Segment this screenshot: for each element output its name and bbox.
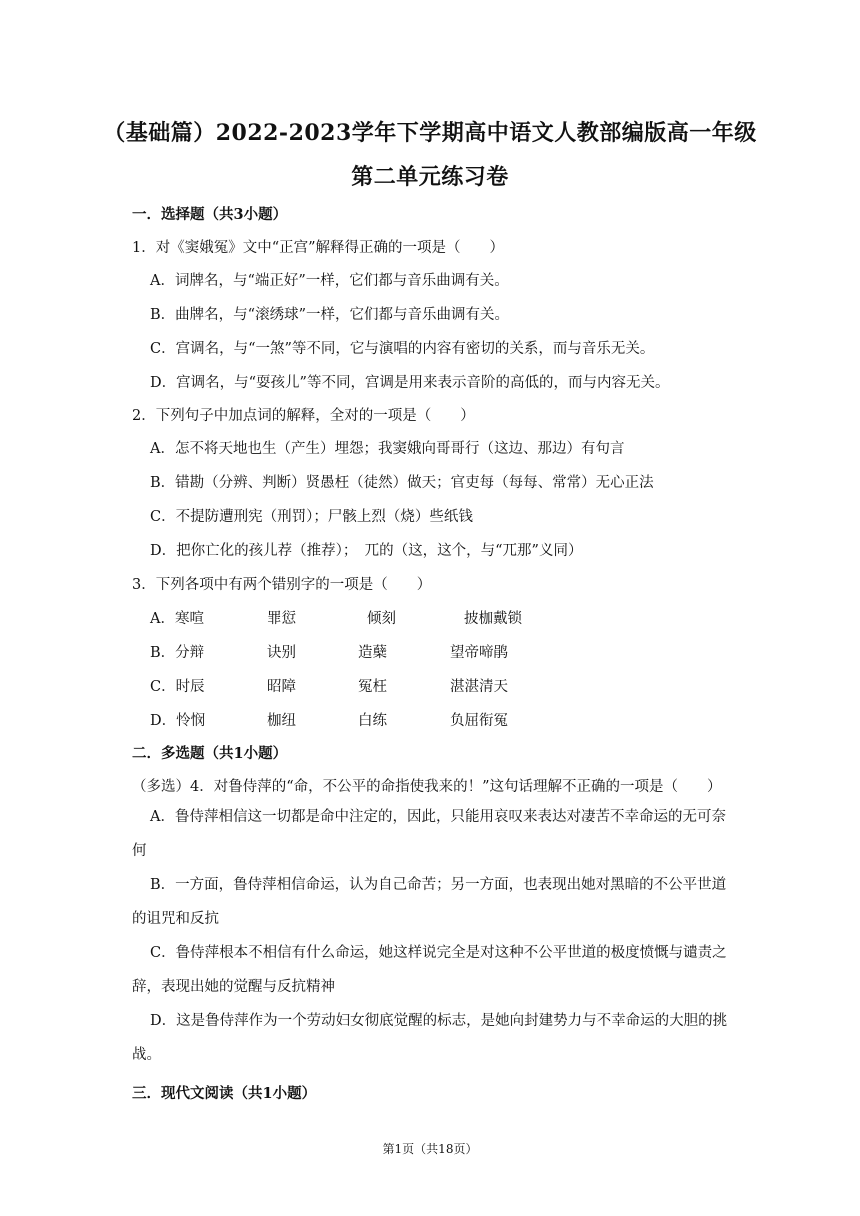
question-4-option-c: C．鲁侍萍根本不相信有什么命运，她这样说完全是对这种不公平世道的极度愤慨与谴责之辞，表现出她的觉醒与反抗精神 [132, 945, 727, 995]
question-1-option-c: C．宫调名，与“一煞”等不同，它与演唱的内容有密切的关系，而与音乐无关。 [150, 341, 655, 357]
question-3-cell: B．分辩 [150, 645, 205, 661]
question-4-option-d: D．这是鲁侍萍作为一个劳动妇女彻底觉醒的标志，是她向封建势力与不幸命运的大胆的挑战。 [132, 1013, 728, 1063]
question-2-option-d: D．把你亡化的孩儿荐（推荐）； 兀的（这，这个，与“兀那”义同） [150, 543, 583, 559]
question-3-cell: 负屈衔冤 [450, 713, 508, 729]
question-3-cell: 诀别 [267, 645, 296, 661]
question-1-stem: 1．对《窦娥冤》文中“正宫”解释得正确的一项是（ ） [132, 240, 505, 256]
question-3-cell: 冤枉 [358, 679, 387, 695]
question-3-cell: 倾刻 [367, 611, 396, 627]
question-3-cell: 披枷戴锁 [464, 611, 522, 627]
question-4-stem: （多选）4．对鲁侍萍的“命，不公平的命指使我来的！”这句话理解不正确的一项是（ ） [132, 779, 722, 795]
question-3-cell: 罪愆 [267, 611, 296, 627]
section-heading-multi-choice: 二．多选题（共1小题） [132, 745, 288, 762]
question-3-cell: 湛湛清天 [450, 679, 508, 695]
question-2-option-a: A．怎不将天地也生（产生）埋怨；我窦娥向哥哥行（这边、那边）有句言 [150, 441, 625, 457]
document-title-line1: （基础篇）2022-2023学年下学期高中语文人教部编版高一年级 [103, 120, 757, 146]
question-3-cell: 枷纽 [267, 713, 296, 729]
question-3-cell: 造蘖 [358, 645, 387, 661]
question-2-stem: 2．下列句子中加点词的解释，全对的一项是（ ） [132, 408, 475, 424]
section-heading-choice: 一．选择题（共3小题） [132, 206, 288, 223]
question-3-cell: D．怜悯 [150, 713, 206, 729]
question-1-option-b: B．曲牌名，与“滚绣球”一样，它们都与音乐曲调有关。 [150, 307, 509, 323]
section-heading-reading: 三．现代文阅读（共1小题） [132, 1085, 317, 1102]
question-1-option-d: D．宫调名，与“耍孩儿”等不同，宫调是用来表示音阶的高低的，而与内容无关。 [150, 375, 670, 391]
question-3-cell: C．时辰 [150, 679, 205, 695]
question-3-cell: 望帝啼鹃 [450, 645, 508, 661]
question-3-cell: 白练 [358, 713, 387, 729]
document-title-line2: 第二单元练习卷 [351, 164, 509, 190]
question-2-option-c: C．不提防遭刑宪（刑罚）；尸骸上烈（烧）些纸钱 [150, 509, 473, 525]
question-4-option-a: A．鲁侍萍相信这一切都是命中注定的，因此，只能用哀叹来表达对凄苦不幸命运的无可奈何 [132, 809, 726, 859]
question-3-cell: 昭障 [267, 679, 296, 695]
question-1-option-a: A．词牌名，与“端正好”一样，它们都与音乐曲调有关。 [150, 273, 509, 289]
question-2-option-b: B．错勘（分辨、判断）贤愚枉（徒然）做天；官吏每（每每、常常）无心正法 [150, 475, 654, 491]
question-3-stem: 3．下列各项中有两个错别字的一项是（ ） [132, 577, 432, 593]
question-3-cell: A．寒喧 [150, 611, 204, 627]
question-4-option-b: B．一方面，鲁侍萍相信命运，认为自己命苦；另一方面，也表现出她对黑暗的不公平世道的诅咒和反抗 [132, 877, 727, 927]
page-number: 第1页（共18页） [382, 1142, 478, 1156]
